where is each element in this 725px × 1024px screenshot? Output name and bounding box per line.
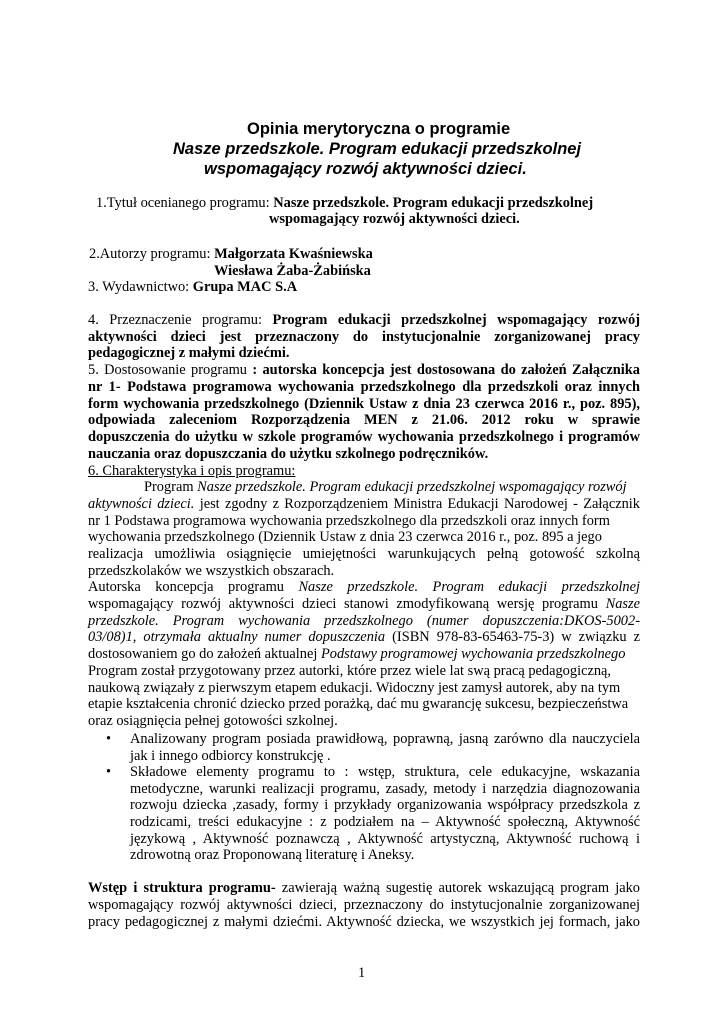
p1-line-2: aktywności dzieci. jest zgodny z Rozporządzeniem Ministra Edukacji Narodowej - Załącznik — [88, 496, 640, 512]
item-5-line-4: odpowiada zaleceniom Rozporządzenia MEN z 21.06. 2012 roku w sprawie — [88, 412, 640, 428]
item-5-line-2: nr 1- Podstawa programowa wychowania przedszkolnego dla przedszkoli oraz innych — [88, 379, 640, 395]
p1-line-6: przedszkolaków we wszystkich obszarach. — [88, 563, 335, 579]
item-1-value: Nasze przedszkole. Program edukacji przedszkolnej — [273, 195, 594, 211]
item-2-authors — [89, 246, 373, 263]
item-5-line-5: dopuszczenia do użytku w szkole programów wychowania przedszkolnego i programów — [88, 429, 640, 445]
item-1-title — [96, 195, 593, 212]
item-5-line-6: nauczania oraz dopuszczania do użytku szkolnego podręczników. — [88, 446, 489, 462]
p1-line-4: wychowania przedszkolnego (Dziennik Ustaw z dnia 23 czerwca 2016 r., poz. 895 a jego — [88, 529, 602, 545]
page-number: 1 — [358, 965, 366, 981]
title-line-1: Opinia merytoryczna o programie — [247, 120, 511, 138]
list-item: • Składowe elementy programu to : wstęp, struktura, cele edukacyjne, wskazania metodyczne, warunki realizacji programu, zasady, metody i narzędzia diagnozowania rozwoju dziecka ,zasady, formy i przykłady organizowania współpracy przedszkola z rodzicami, treści edukacyjne : z podziałem na – Aktywność społeczną, Aktywność językową , Aktywność poznawczą , Aktywność artystyczną, Aktywność ruchową i zdrowotną oraz Proponowaną literaturę i Aneksy. — [106, 764, 640, 864]
publisher-name: Grupa MAC S.A — [192, 279, 298, 295]
p1-line-5: realizacja umożliwia osiągnięcie umiejętności warunkujących pełną gotowość szkolną — [88, 546, 640, 562]
p2-line-5: dostosowaniem go do założeń aktualnej Podstawy programowej wychowania przedszkolnego — [88, 646, 626, 662]
p2-line-2: wspomagający rozwój aktywności dzieci stanowi zmodyfikowaną wersję programu Nasze — [88, 596, 640, 612]
p1-line-3: nr 1 Podstawa programowa wychowania przedszkolnego dla przedszkoli oraz innych form — [88, 513, 610, 529]
bullet-icon: • — [106, 764, 112, 781]
p3-line-3: etapie kształcenia chronić dziecko przed porażką, dać mu gwarancję sukcesu, bezpieczeństwa — [88, 696, 629, 712]
p2-line-3: przedszkole. Program wychowania przedszkolnego (numer dopuszczenia:DKOS-5002- — [88, 613, 640, 629]
title-line-3: wspomagający rozwój aktywności dzieci. — [204, 160, 527, 178]
item-1-value-cont: wspomagający rozwój aktywności dzieci. — [269, 211, 520, 227]
author-2: Wiesława Żaba-Żabińska — [214, 263, 371, 279]
item-5-line-3: form wychowania przedszkolnego (Dziennik Ustaw z dnia 23 czerwca 2016 r., poz. 895), — [88, 396, 640, 412]
p2-line-1: Autorska koncepcja programu Nasze przedszkole. Program edukacji przedszkolnej — [88, 579, 640, 595]
intro-line-1: Wstęp i struktura programu- zawierają ważną sugestię autorek wskazującą program jako — [88, 880, 640, 896]
p3-line-4: oraz osiągnięcia pełnej gotowości szkolnej. — [88, 713, 338, 729]
intro-heading: Wstęp i struktura programu- — [88, 880, 276, 896]
item-3-label: 3. Wydawnictwo: — [88, 279, 193, 295]
p2-line-4: 03/08)1, otrzymała aktualny numer dopuszczenia (ISBN 978-83-65463-75-3) w związku z — [88, 629, 641, 645]
p3-line-1: Program został przygotowany przez autorki, które przez wiele lat swą pracą pedagogiczną, — [88, 663, 612, 679]
item-4-line-2: aktywności dzieci jest przeznaczony do instytucjonalnie zorganizowanej pracy — [88, 329, 640, 345]
item-6-heading: 6. Charakterystyka i opis programu: — [88, 463, 296, 479]
list-item: • Analizowany program posiada prawidłową, poprawną, jasną zarówno dla nauczyciela jak i innego odbiorcy konstrukcję . — [106, 731, 640, 764]
intro-line-3: pracy pedagogicznej z małymi dziećmi. Aktywność dziecka, we wszystkich jej formach, jako — [88, 914, 640, 930]
item-4-line-3: pedagogicznej z małymi dziećmi. — [88, 345, 290, 361]
item-1-label: 1.Tytuł ocenianego programu: — [96, 195, 274, 211]
bullet-icon: • — [106, 731, 112, 747]
item-5-line-1: 5. Dostosowanie programu : autorska koncepcja jest dostosowana do założeń Załącznika — [88, 362, 640, 378]
intro-line-2: wspomagający rozwój aktywności dzieci, przeznaczony do instytucjonalnie zorganizowanej — [88, 897, 640, 913]
title-line-2: Nasze przedszkole. Program edukacji przedszkolnej — [173, 140, 582, 158]
bullet-list — [88, 731, 640, 864]
p3-line-2: naukową związały z pierwszym etapem edukacji. Widoczny jest zamysł autorek, aby na tym — [88, 680, 621, 696]
p1-line-1: Program Nasze przedszkole. Program edukacji przedszkolnej wspomagający rozwój — [144, 479, 627, 495]
item-2-label: 2.Autorzy programu: — [89, 246, 215, 262]
item-3-publisher — [88, 279, 297, 296]
item-4-line-1: 4. Przeznaczenie programu: Program edukacji przedszkolnej wspomagający rozwój — [88, 312, 640, 328]
author-2-line — [214, 263, 371, 280]
author-1: Małgorzata Kwaśniewska — [214, 246, 373, 262]
